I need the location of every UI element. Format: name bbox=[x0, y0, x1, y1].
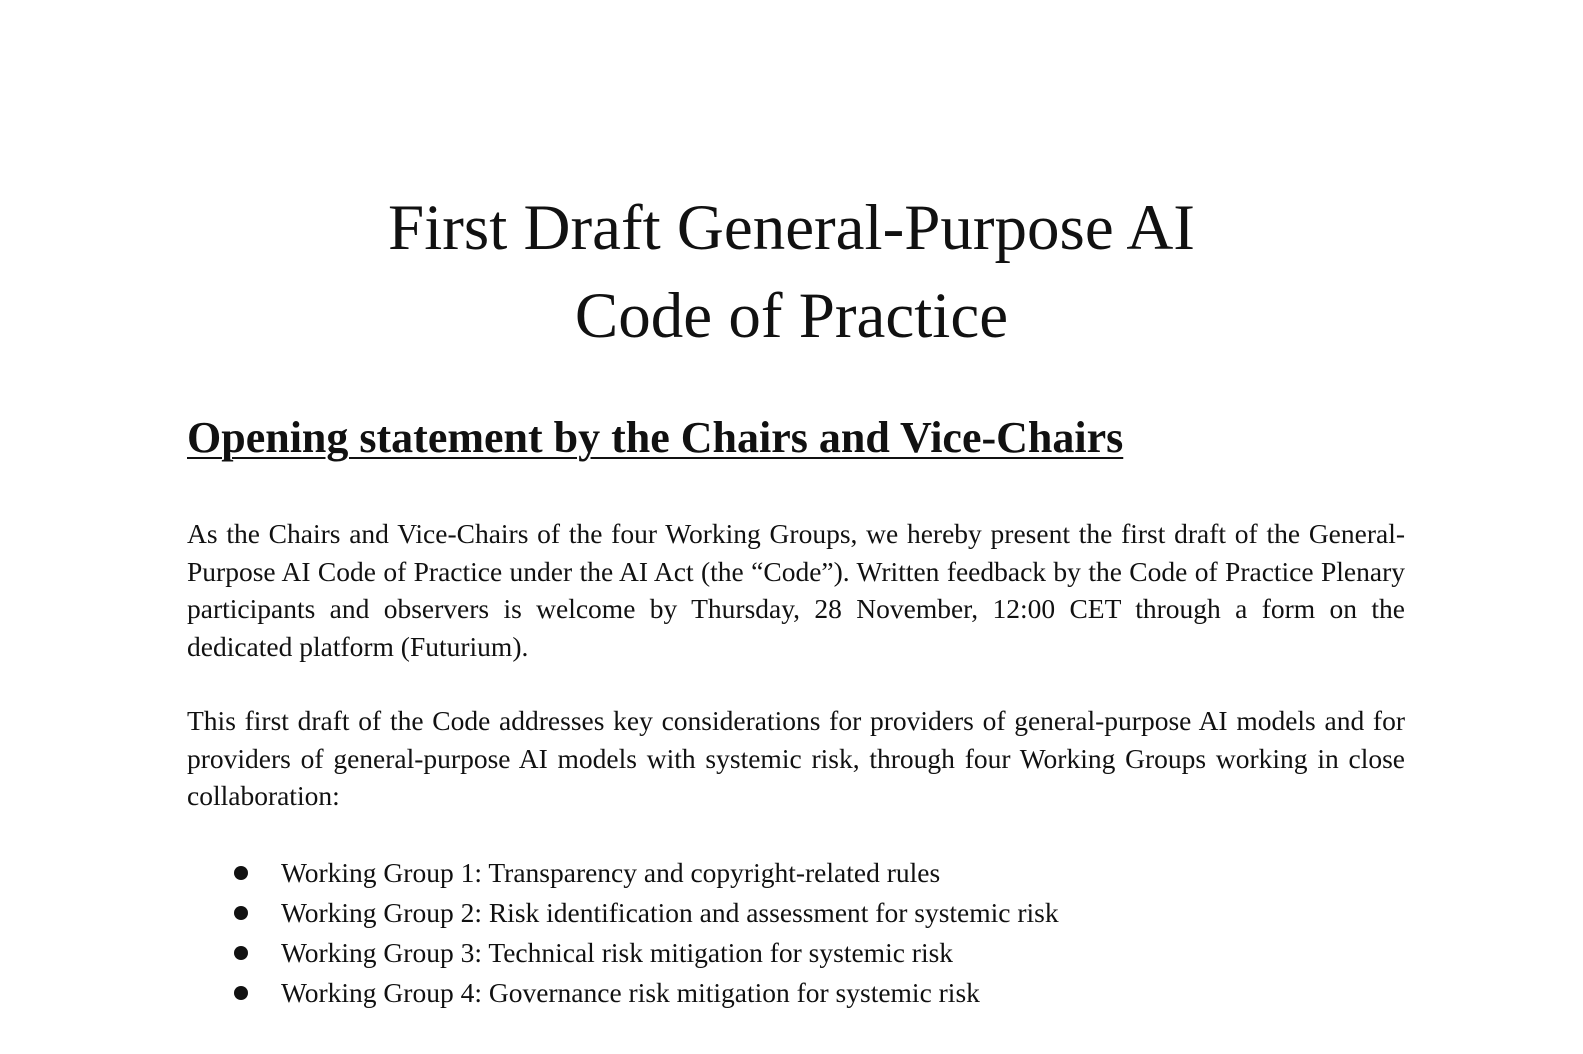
paragraph-intro: As the Chairs and Vice-Chairs of the four Working Groups, we hereby present the first draft of the General-Purpose AI Code of Practice under the AI Act (the “Code”). Written feedback by the Code of Practice Plenary participants and observers is welcome by Thursday, 28 November, 12:00 CET through a form on the dedicated platform (Futurium). bbox=[187, 518, 1405, 662]
document-title-line-1: First Draft General-Purpose AI bbox=[388, 192, 1195, 264]
list-item-working-group-2 bbox=[187, 893, 1059, 933]
working-groups-list bbox=[187, 853, 1059, 1013]
bullet-icon bbox=[234, 906, 248, 920]
list-item-text: Working Group 4: Governance risk mitigation for systemic risk bbox=[281, 977, 980, 1008]
list-item-working-group-1 bbox=[187, 853, 1059, 893]
document-title-line-2: Code of Practice bbox=[574, 280, 1009, 352]
bullet-icon bbox=[234, 946, 248, 960]
list-item-text: Working Group 2: Risk identification and assessment for systemic risk bbox=[281, 897, 1059, 928]
section-heading-opening-statement: Opening statement by the Chairs and Vice-Chairs bbox=[187, 413, 1124, 462]
document-title bbox=[0, 184, 1583, 360]
list-item-text: Working Group 1: Transparency and copyright-related rules bbox=[281, 857, 941, 888]
bullet-icon bbox=[234, 866, 248, 880]
list-item-text: Working Group 3: Technical risk mitigation for systemic risk bbox=[281, 937, 954, 968]
paragraph-scope: This first draft of the Code addresses key considerations for providers of general-purpose AI models and for providers of general-purpose AI models with systemic risk, through four Working Groups working in close collaboration: bbox=[187, 705, 1405, 811]
list-item-working-group-4 bbox=[187, 973, 1059, 1013]
list-item-working-group-3 bbox=[187, 933, 1059, 973]
bullet-icon bbox=[234, 986, 248, 1000]
